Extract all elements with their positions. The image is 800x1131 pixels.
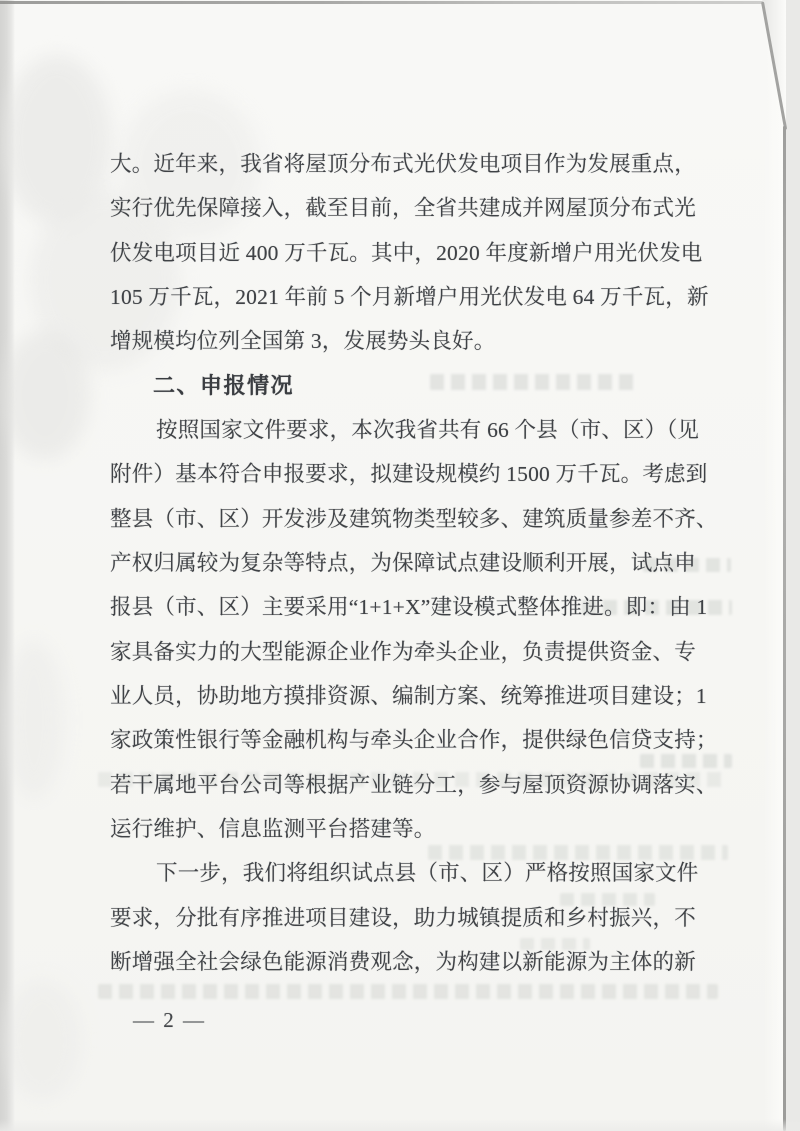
scan-blotch <box>4 640 64 800</box>
body-line: 报县（市、区）主要采用“1+1+X”建设模式整体推进。即：由 1 <box>110 595 708 619</box>
scan-blotch <box>0 330 90 460</box>
body-line: 增规模均位列全国第 3，发展势头良好。 <box>110 329 496 353</box>
body-line: 伏发电项目近 400 万千瓦。其中，2020 年度新增户用光伏发电 <box>110 241 703 265</box>
body-line: 若干属地平台公司等根据产业链分工，参与屋顶资源协调落实、 <box>110 773 718 797</box>
body-line: 断增强全社会绿色能源消费观念，为构建以新能源为主体的新 <box>110 950 696 974</box>
body-line: 下一步，我们将组织试点县（市、区）严格按照国家文件 <box>156 861 699 885</box>
body-line: 105 万千瓦，2021 年前 5 个月新增户用光伏发电 64 万千瓦，新 <box>110 285 709 309</box>
section-heading: 二、申报情况 <box>153 373 295 398</box>
body-line: 大。近年来，我省将屋顶分布式光伏发电项目作为发展重点， <box>110 152 696 176</box>
paper-edge-right <box>783 126 786 1131</box>
page-number: — 2 — <box>133 1008 206 1032</box>
body-line: 附件）基本符合申报要求，拟建设规模约 1500 万千瓦。考虑到 <box>110 462 708 486</box>
document-body <box>110 0 722 1131</box>
body-line: 实行优先保障接入，截至目前，全省共建成并网屋顶分布式光 <box>110 196 696 220</box>
body-line: 整县（市、区）开发涉及建筑物类型较多、建筑质量参差不齐、 <box>110 507 718 531</box>
body-line: 业人员，协助地方摸排资源、编制方案、统筹推进项目建设；1 <box>110 684 707 708</box>
body-line: 运行维护、信息监测平台搭建等。 <box>110 817 436 841</box>
body-line: 要求，分批有序推进项目建设，助力城镇提质和乡村振兴，不 <box>110 906 696 930</box>
body-line: 按照国家文件要求，本次我省共有 66 个县（市、区）（见 <box>156 418 700 442</box>
scan-blotch <box>2 980 82 1100</box>
body-line: 家政策性银行等金融机构与牵头企业合作，提供绿色信贷支持； <box>110 728 718 752</box>
body-line: 产权归属较为复杂等特点，为保障试点建设顺利开展，试点申 <box>110 551 696 575</box>
body-line: 家具备实力的大型能源企业作为牵头企业，负责提供资金、专 <box>110 640 696 664</box>
